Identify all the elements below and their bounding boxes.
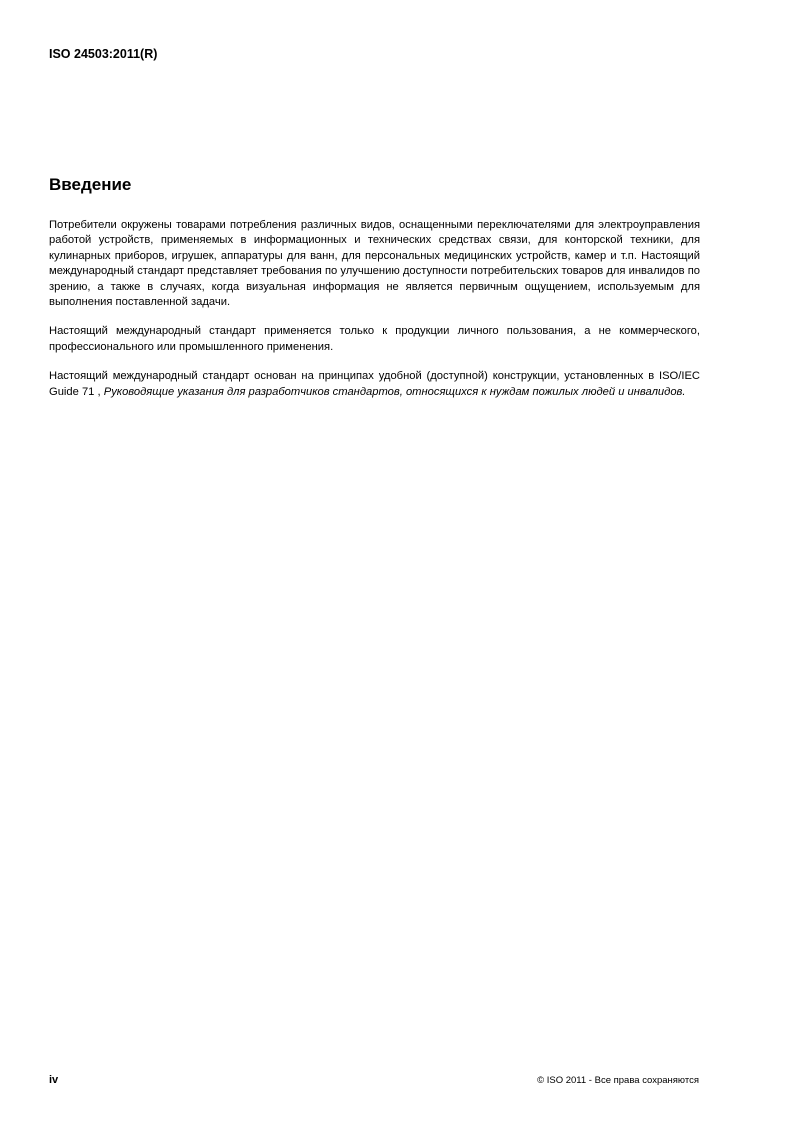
copyright-notice: © ISO 2011 - Все права сохраняются — [537, 1075, 699, 1086]
section-title: Введение — [49, 175, 132, 194]
paragraph-scope: Настоящий международный стандарт применяется только к продукции личного пользования, а не коммерческого, профессионального или промышленного применения. — [49, 325, 700, 353]
guide-title: Руководящие указания для разработчиков стандартов, относящихся к нуждам пожилых людей и инвалидов. — [103, 385, 686, 398]
paragraph-consumer-products: Потребители окружены товарами потребления различных видов, оснащенными переключателями для электроуправления работой устройств, применяемых в информационных и технических средствах связи, для конторской техники, для кулинарных приборов, игрушек, аппаратуры для ванн, для персональных медицинских устройств, камер и т.п. Настоящий международный стандарт представляет требования по улучшению доступности потребительских товаров для инвалидов по зрению, а также в случаях, когда визуальная информация не является первичным ощущением, используемым для выполнения поставленной задачи. — [49, 219, 700, 309]
paragraph-guide-reference — [49, 369, 700, 400]
page-number: iv — [49, 1074, 59, 1086]
guide-reference-text: Настоящий международный стандарт основан на принципах удобной (доступной) конструкции, установленных в ISO/IEC Guide 71 , — [49, 370, 700, 398]
section-body — [49, 218, 700, 414]
document-id: ISO 24503:2011(R) — [49, 47, 158, 61]
